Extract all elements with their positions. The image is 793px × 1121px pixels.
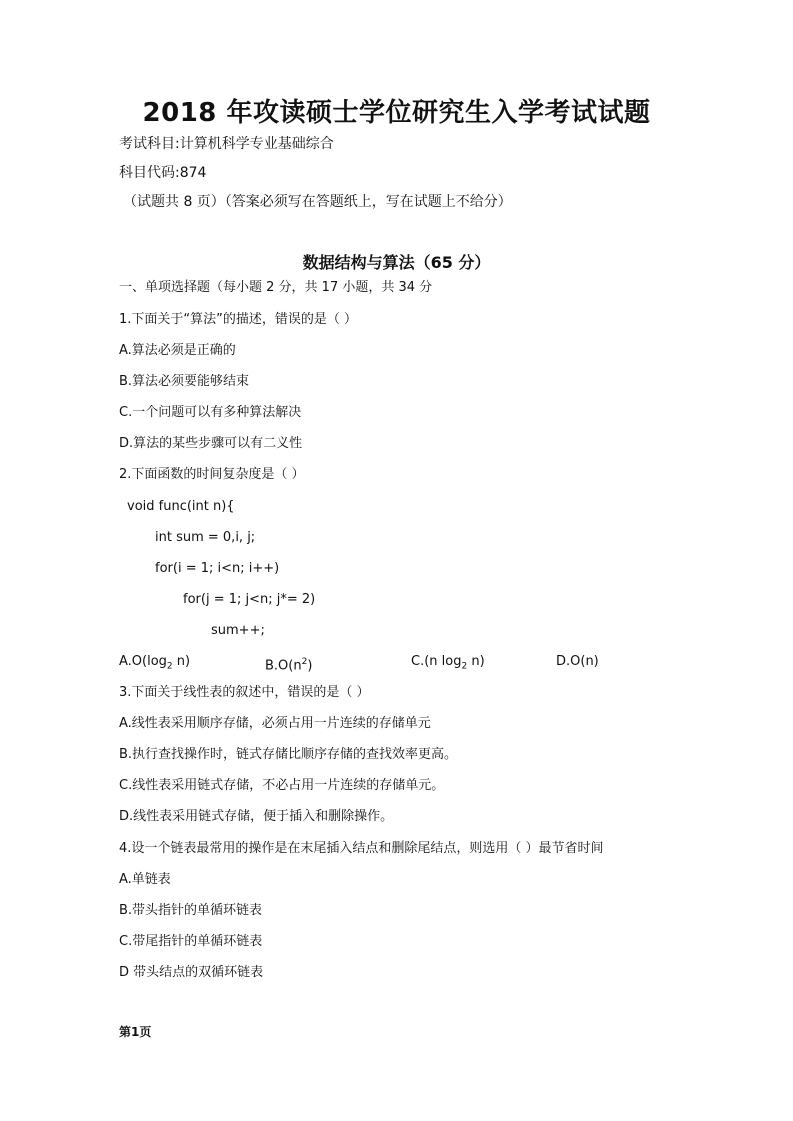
q2-option-b-tail: ) (307, 658, 313, 674)
q2-code-line-3: for(i = 1; i<n; i++) (155, 561, 280, 576)
q4-option-b: B.带头指针的单循环链表 (119, 903, 263, 918)
q1-option-c: C.一个问题可以有多种算法解决 (119, 405, 302, 420)
q2-option-a (119, 653, 190, 676)
q2-stem: 2.下面函数的时间复杂度是（ ） (119, 467, 305, 482)
q2-code-line-2: int sum = 0,i, j; (155, 530, 256, 545)
q1-option-d: D.算法的某些步骤可以有二义性 (119, 436, 303, 451)
q2-option-c-subscript: 2 (461, 661, 468, 672)
q3-option-b: B.执行查找操作时，链式存储比顺序存储的查找效率更高。 (119, 747, 458, 762)
q3-option-a: A.线性表采用顺序存储，必须占用一片连续的存储单元 (119, 716, 431, 731)
q2-code-line-1: void func(int n){ (127, 499, 235, 514)
q4-option-c: C.带尾指针的单循环链表 (119, 934, 263, 949)
exam-subject: 考试科目:计算机科学专业基础综合 (119, 136, 334, 152)
exam-title: 2018 年攻读硕士学位研究生入学考试试题 (142, 98, 651, 128)
q4-stem: 4.设一个链表最常用的操作是在末尾插入结点和删除尾结点，则选用（ ）最节省时间 (119, 841, 604, 856)
q2-option-c (411, 653, 485, 676)
exam-code: 科目代码:874 (119, 165, 207, 181)
q4-option-a: A.单链表 (119, 872, 171, 887)
q3-option-c: C.线性表采用链式存储，不必占用一片连续的存储单元。 (119, 778, 445, 793)
q2-option-a-tail: n) (172, 654, 191, 669)
q2-option-b-superscript: 2 (301, 657, 308, 667)
part-heading: 一、单项选择题（每小题 2 分，共 17 小题，共 34 分 (119, 280, 433, 295)
q2-option-c-tail: n) (467, 654, 485, 669)
q1-option-b: B.算法必须要能够结束 (119, 374, 250, 389)
q2-option-a-text: A.O(log (119, 654, 167, 669)
q2-option-b (265, 653, 312, 675)
q3-option-d: D.线性表采用链式存储，便于插入和删除操作。 (119, 809, 394, 824)
q4-option-d: D 带头结点的双循环链表 (119, 965, 264, 980)
page-number: 第1页 (119, 1025, 152, 1039)
q2-code-line-4: for(j = 1; j<n; j*= 2) (183, 592, 316, 607)
q2-option-a-subscript: 2 (166, 661, 173, 672)
q1-option-a: A.算法必须是正确的 (119, 343, 236, 358)
q2-option-d: D.O(n) (556, 654, 599, 669)
q2-option-c-text: C.(n log (411, 654, 462, 669)
section-title: 数据结构与算法（65 分） (302, 253, 491, 272)
exam-note: （试题共 8 页）（答案必须写在答题纸上，写在试题上不给分） (123, 194, 512, 210)
q2-option-b-text: B.O(n (265, 658, 302, 674)
q2-code-line-5: sum++; (211, 623, 265, 638)
q1-stem: 1.下面关于“算法”的描述，错误的是（ ） (119, 312, 358, 327)
q3-stem: 3.下面关于线性表的叙述中，错误的是（ ） (119, 685, 370, 700)
